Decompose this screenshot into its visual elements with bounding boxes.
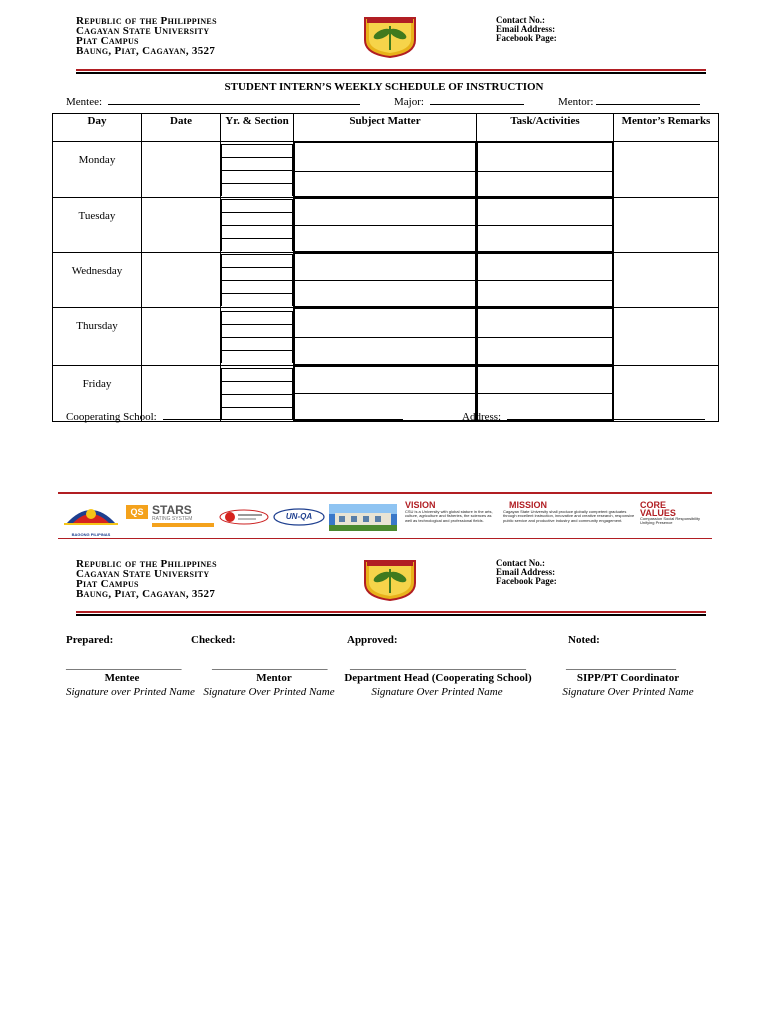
bagong-pilipinas-logo (62, 500, 120, 537)
qs-stars-logo (126, 503, 216, 531)
department-head-role: Department Head (Cooperating School) (344, 672, 532, 684)
mentor-line[interactable] (596, 95, 700, 105)
mission-block (503, 501, 635, 535)
date-cell[interactable] (142, 142, 221, 198)
cooperating-school-label: Cooperating School: (66, 411, 157, 423)
core-values-block (640, 501, 712, 535)
form-title: STUDENT INTERN’S WEEKLY SCHEDULE OF INSTRUCTION (224, 81, 544, 93)
prepared-label: Prepared: (66, 634, 114, 646)
table-row (53, 198, 719, 253)
day-cell: Friday (53, 366, 142, 422)
campus-building-photo-icon (329, 504, 397, 531)
bagong-pilipinas-text: BAGONG PILIPINAS (71, 532, 111, 537)
date-cell[interactable] (142, 308, 221, 366)
address-line[interactable] (507, 410, 705, 420)
university-seal-icon (363, 16, 417, 58)
iso-certification-icon (218, 508, 270, 526)
day-cell: Wednesday (53, 253, 142, 308)
col-task-header: Task/Activities (477, 114, 614, 142)
header-red-rule (76, 69, 706, 71)
header-black-rule (76, 72, 706, 74)
day-cell: Thursday (53, 308, 142, 366)
mentee-signature-line[interactable]: _____________________ (66, 659, 182, 671)
department-head-signature-line[interactable]: ________________________________ (350, 659, 526, 671)
col-subject-header: Subject Matter (294, 114, 477, 142)
aun-qa-text: UN-QA (285, 512, 313, 521)
coordinator-signature-caption: Signature Over Printed Name (562, 686, 694, 698)
header-line-3: Piat Campus (76, 35, 139, 47)
facebook-label: Facebook Page: (496, 576, 557, 586)
coordinator-role: SIPP/PT Coordinator (576, 672, 680, 684)
cooperating-school-field[interactable] (66, 410, 403, 423)
contact-block-top (496, 16, 557, 43)
col-date-header: Date (142, 114, 221, 142)
stars-text: STARS (152, 503, 192, 517)
coordinator-signature-line[interactable]: ____________________ (566, 659, 676, 671)
vision-block (405, 501, 495, 535)
approved-label: Approved: (347, 634, 398, 646)
subject-cell[interactable] (294, 198, 477, 253)
header-line-1: Republic of the Philippines (76, 558, 217, 570)
contact-block-bottom (496, 559, 557, 586)
university-header-top (76, 16, 217, 56)
qs-badge: QS (126, 505, 148, 519)
col-day-header: Day (53, 114, 142, 142)
remarks-cell[interactable] (614, 198, 719, 253)
col-remarks-header: Mentor’s Remarks (614, 114, 719, 142)
remarks-cell[interactable] (614, 142, 719, 198)
major-line[interactable] (430, 95, 524, 105)
task-cell[interactable] (477, 142, 614, 198)
subject-cell[interactable] (294, 308, 477, 366)
mentee-label: Mentee: (66, 96, 103, 108)
noted-label: Noted: (568, 634, 600, 646)
col-section-header: Yr. & Section (221, 114, 294, 142)
section-cell[interactable] (221, 253, 294, 308)
date-cell[interactable] (142, 253, 221, 308)
table-row (53, 142, 719, 198)
table-row (53, 308, 719, 366)
header2-red-rule (76, 611, 706, 613)
mission-title: MISSION (509, 500, 548, 510)
contact-label: Contact No.: (496, 558, 545, 568)
facebook-label: Facebook Page: (496, 33, 557, 43)
mentor-label: Mentor: (558, 96, 594, 108)
section-cell[interactable] (221, 308, 294, 366)
header-line-4: Baung, Piat, Cagayan, 3527 (76, 45, 216, 57)
email-label: Email Address: (496, 567, 556, 577)
vision-text: CSU is a University with global stature in the arts, culture, agriculture and fisheries, the sciences as well as technological and professional fields. (405, 509, 493, 523)
mentor-field[interactable] (558, 95, 700, 108)
mission-text: Cagayan State University shall produce globally competent graduates through excellent instruction, innovative and creative research, responsive public service and productive industry and community engagement. (503, 509, 635, 523)
table-row (53, 253, 719, 308)
cooperating-school-line[interactable] (163, 410, 403, 420)
banner-bottom-red-rule (58, 538, 712, 539)
task-cell[interactable] (477, 308, 614, 366)
checked-label: Checked: (191, 634, 236, 646)
mentee-field[interactable] (66, 95, 360, 108)
address-field[interactable] (462, 410, 705, 423)
subject-cell[interactable] (294, 253, 477, 308)
mentor-signature-line[interactable]: _____________________ (212, 659, 328, 671)
university-seal-icon (363, 559, 417, 601)
stars-sub-text: RATING SYSTEM (152, 516, 193, 522)
mentee-line[interactable] (108, 95, 360, 105)
aun-qa-logo (272, 507, 326, 527)
day-cell: Tuesday (53, 198, 142, 253)
department-head-signature-caption: Signature Over Printed Name (371, 686, 503, 698)
schedule-table (52, 113, 719, 422)
major-field[interactable] (394, 95, 524, 108)
university-header-bottom (76, 559, 217, 599)
header-line-4: Baung, Piat, Cagayan, 3527 (76, 588, 216, 600)
mentor-role: Mentor (256, 672, 292, 684)
contact-label: Contact No.: (496, 15, 545, 25)
header-line-3: Piat Campus (76, 578, 139, 590)
mentor-signature-caption: Signature Over Printed Name (203, 686, 335, 698)
header2-black-rule (76, 614, 706, 616)
bagong-pilipinas-icon (62, 500, 120, 526)
core-values-title: CORE VALUES (640, 500, 676, 518)
mentee-signature-caption: Signature over Printed Name (66, 686, 195, 698)
email-label: Email Address: (496, 24, 556, 34)
header-line-2: Cagayan State University (76, 25, 210, 37)
stars-rating-bar (152, 523, 214, 527)
task-cell[interactable] (477, 198, 614, 253)
address-label: Address: (462, 411, 502, 423)
task-cell[interactable] (477, 253, 614, 308)
section-cell[interactable] (221, 142, 294, 198)
remarks-cell[interactable] (614, 308, 719, 366)
vision-title: VISION (405, 500, 436, 510)
header-line-2: Cagayan State University (76, 568, 210, 580)
date-cell[interactable] (142, 198, 221, 253)
subject-cell[interactable] (294, 142, 477, 198)
header-line-1: Republic of the Philippines (76, 15, 217, 27)
mentee-role: Mentee (104, 672, 140, 684)
core-values-text: Compassion Social Responsibility Unifying Presence (640, 516, 701, 526)
section-cell[interactable] (221, 198, 294, 253)
banner-top-red-rule (58, 492, 712, 494)
table-header-row (53, 114, 719, 142)
day-cell: Monday (53, 142, 142, 198)
remarks-cell[interactable] (614, 253, 719, 308)
major-label: Major: (394, 96, 424, 108)
